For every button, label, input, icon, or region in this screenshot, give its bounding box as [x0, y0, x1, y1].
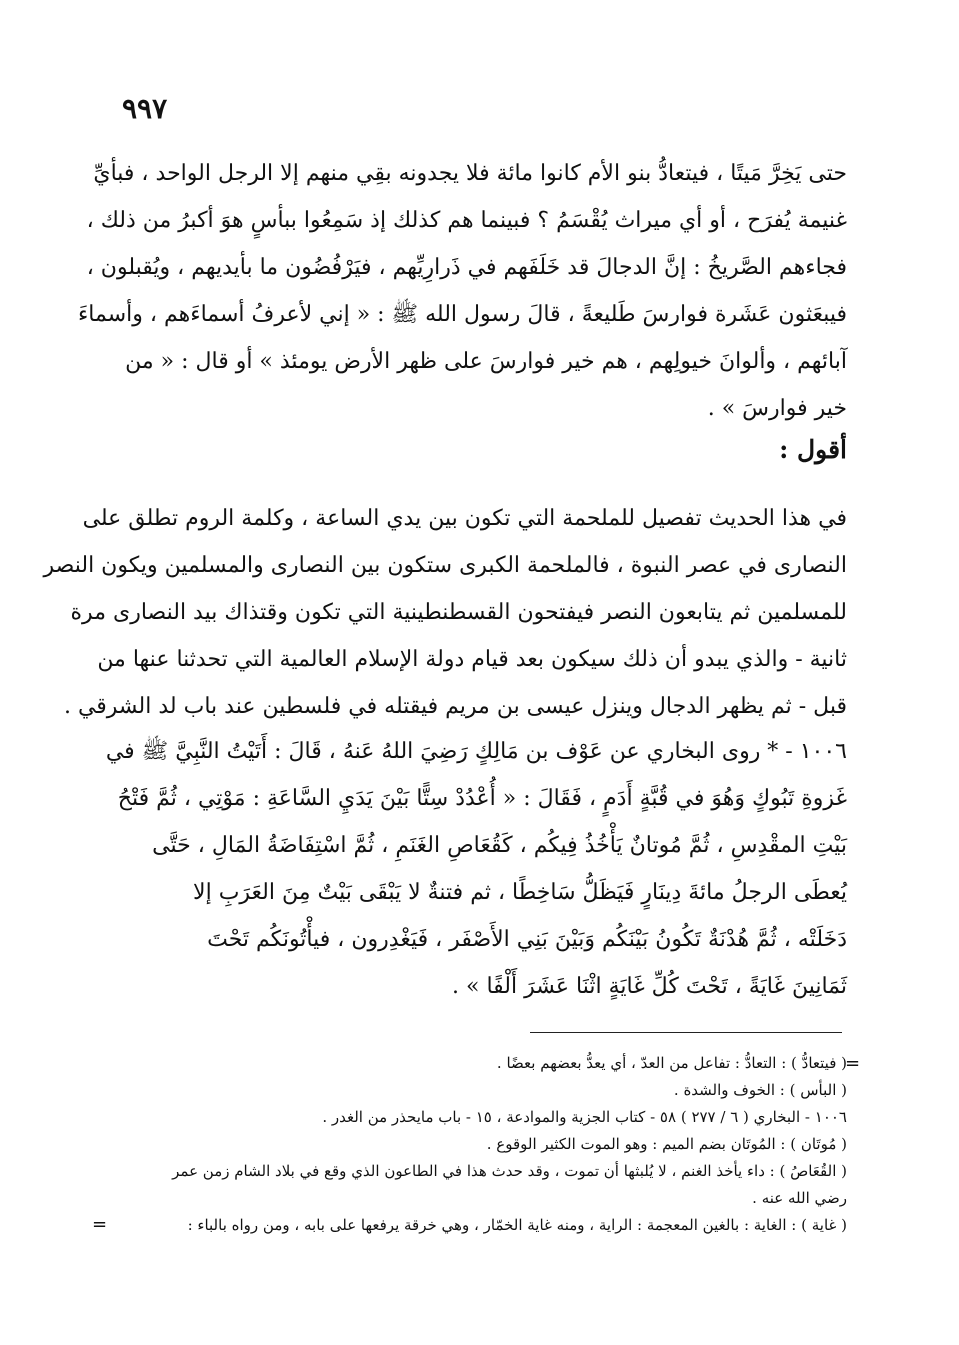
text-line: في هذا الحديث تفصيل للملحمة التي تكون بين يدي الساعة ، وكلمة الروم تطلق على: [82, 506, 847, 531]
footnote-line: ( البأس ) : الخوف والشدة .: [673, 1081, 847, 1099]
footnote-line: ( فيتعادُّ ) : التعادُّ : تفاعل من العدّ ، أي يعدُّ بعضهم بعضًا .: [496, 1054, 847, 1072]
commentary-paragraph: [43, 495, 847, 730]
text-line: دَخَلَتْه ، ثُمَّ هُدْنَةٌ تَكُونُ بَيْنَكُم وَبَيْنَ بَنِي الأَصْفَر ، فَيَغْدِرون ، فيأْتُونَكُم تَحْتَ: [207, 927, 847, 952]
text-line: بَيْتِ المقْدِسِ ، ثُمَّ مُوتانٌ يَأْخُذُ فِيكُم ، كَقُعَاصِ الغَنَمِ ، ثُمَّ اسْتِفَاضَةُ المَالِ ، حَتَّى: [152, 833, 847, 858]
footnote-divider: [530, 1032, 842, 1033]
hadith-1006-paragraph: [105, 728, 847, 1010]
text-line: آبائهم ، وألوانَ خيولِهم ، هم خير فوارسَ على ظهر الأرض يومئذ » أو قال : « من: [125, 349, 847, 374]
text-line: فجاءهم الصَّريخُ : إنَّ الدجالَ قد خَلَفَهم في ذَرارِيِّهم ، فيَرْفُضُون ما بأيديهم ، ويُقبلون ،: [86, 255, 847, 280]
footnote-line: ١٠٠٦ - البخاري ( ٦ / ٢٧٧ ) ٥٨ - كتاب الجزية والموادعة ، ١٥ - باب مايحذر من الغدر .: [322, 1108, 847, 1126]
text-line: ثَمَانِينَ غَايَةً ، تَحْتَ كُلِّ غَايَةٍ اثْنَا عَشَرَ أَلْفًا » .: [452, 974, 847, 999]
footnote-continuation-mark: =: [92, 1214, 108, 1235]
footnotes: [127, 1050, 847, 1239]
text-line: حتى يَخِرَّ مَيتًا ، فيتعادُّ بنو الأم كانوا مائة فلا يجدونه بقِي منهم إلا الرجل الواحد ، فبأيِّ: [93, 161, 847, 186]
hadith-continuation-paragraph: [77, 150, 847, 432]
text-line: فيبعَثون عَشَرة فوارسَ طَليعةً ، قالَ رسول الله ﷺ : « إني لأعرفُ أسماءَهم ، وأسماءَ: [77, 302, 847, 327]
footnote-line: رضي الله عنه .: [752, 1189, 847, 1207]
footnote-line: ( مُوتَان ) : المُوتَان بضم الميم : وهو الموت الكثير الوقوع .: [486, 1135, 847, 1153]
text-line: ١٠٠٦ - * روى البخاري عن عَوْف بن مَالِكٍ رَضِيَ اللهُ عَنهُ ، قَالَ : أَتَيْتُ النَّبِيَّ ﷺ في: [105, 739, 847, 764]
section-heading: أقول :: [779, 435, 847, 464]
page-number: ٩٩٧: [122, 92, 168, 125]
footnote-line: ( غاية ) : الغاية : بالغين المعجمة : الراية ، ومنه غاية الخمّار ، وهي خرقة يرفعها على بابه ، ومن رواه بالباء :: [187, 1216, 847, 1234]
text-line: غنيمة يُفرَح ، أو أي ميراث يُقْسَمُ ؟ فبينما هم كذلك إذ سَمِعُوا ببأسٍ هوَ أكبرُ من ذلك ،: [86, 208, 847, 233]
text-line: غَزوةِ تَبُوكٍ وَهُوَ في قُبَّةٍ أَدَمٍ ، فَقَالَ : « أُعْدُدْ سِتًّا بَيْنَ يَدَيِ السَّاعَةِ : مَوْتِي ، ثُمَّ فَتْحُ: [117, 786, 847, 811]
text-line: للمسلمين ثم يتابعون النصر فيفتحون القسطنطينية التي تكون وقتذاك بيد النصارى مرة: [70, 600, 847, 625]
text-line: قبل - ثم يظهر الدجال وينزل عيسى بن مريم فيقتله في فلسطين عند باب لد الشرقي .: [63, 694, 847, 719]
text-line: يُعطَى الرجلُ مائةَ دِينَارٍ فَيَظَلُّ سَاخِطًا ، ثم فتنةٌ لا يَبْقَى بَيْتٌ مِنَ العَرَبِ إلا: [193, 880, 847, 905]
text-line: ثانية - والذي يبدو أن ذلك سيكون بعد قيام دولة الإسلام العالمية التي تحدثنا عنها من: [97, 647, 847, 672]
footnote-continuation-mark: =: [845, 1053, 861, 1074]
text-line: خير فوارسَ » .: [707, 396, 847, 421]
footnote-line: ( القُعَاصُ ) : داء يأخذ الغنم ، لا يُلبثها أن تموت ، وقد حدث هذا في الطاعون الذي وقع في بلاد الشام زمن عمر: [172, 1162, 847, 1180]
text-line: النصارى في عصر النبوة ، فالملحمة الكبرى ستكون بين النصارى والمسلمين ويكون النصر: [43, 553, 847, 578]
